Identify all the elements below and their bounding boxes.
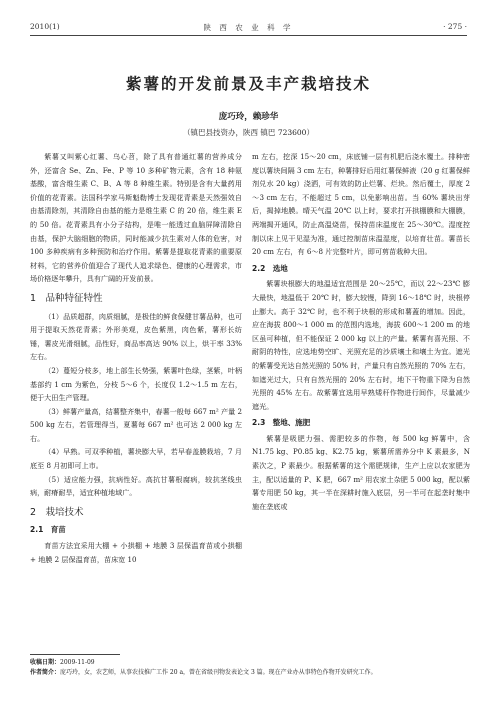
footnote [30, 658, 471, 678]
section-2-3-heading: 2.3 整地、施肥 [252, 418, 311, 428]
section-2-3-paragraph: 紫薯是吸肥力强、需肥较多的作物，每 500 kg 鲜薯中，含 N1.75 kg、P0.85 kg、K2.75 kg，紫薯所需养分中 K 素最多，N 素次之，P 素最少。根据紫薯的这个需肥规律，生产上应以农家肥为主，配以适量的 P、K 肥，667 m² 用农家土杂肥 5 000 kg，配以紫薯专用肥 50 kg，其一半在深耕时施入底层，另一半可在起垄时集中施在垄底或 [252, 433, 470, 511]
section-1-item-3: （3）鲜薯产量高，结薯整齐集中，春薯一般每 667 m² 产量 2 500 kg 左右，若管理得当，夏薯每 667 m² 也可达 2 000 kg 左右。 [30, 406, 242, 443]
section-2-1-heading: 2.1 育苗 [30, 525, 66, 535]
article-title: 紫薯的开发前景及丰产栽培技术 [125, 75, 371, 93]
section-2-1-continued: m 左右，挖深 15～20 cm，床底铺一层有机肥后浇水覆土。排种密度以薯块间隔 3 cm 左右，种薯排好后用红薯保鲜液（20 g 红薯保鲜剂兑水 20 kg）浇洒，可有效的防止烂薯、烂块。然后覆土，厚度 2～3 cm 左右，不能超过 5 cm，以免影响出苗。当 60% 薯块出芽后，揭掉地膜。晴天气温 20℃ 以上时，要求打开拱棚膜和大棚膜，两端揭开通风，防止高温烧苗，保持苗床温度在 25～30℃。湿度控制以床上见干见湿为准，通过控制苗床温湿度，以培育壮苗。薯苗长 20 cm 左右，有 6～8 片完整叶片，即可剪苗栽种大田。 [252, 152, 470, 257]
page-header [30, 22, 467, 36]
left-column [30, 150, 242, 566]
section-1-heading: 1 品种特征特性 [30, 292, 103, 304]
section-2-2-heading: 2.2 选地 [252, 263, 288, 273]
issue-number: 2010(1) [30, 22, 60, 31]
author-affiliation: （镇巴县技资办，陕西 镇巴 723600） [183, 128, 314, 137]
section-1-item-4: （4）早熟。可双季种植，薯块膨大早，若早春盖膜栽培，7 月底至 8 月初即可上市。 [30, 447, 242, 471]
section-1-item-5: （5）适应能力强，抗病性好。高抗甘薯根腐病，较抗茎线虫病，耐瘠耐旱，适宜种植地域广。 [30, 474, 242, 498]
footnote-divider [30, 654, 120, 655]
header-divider [30, 35, 467, 36]
section-2-heading: 2 栽培技术 [30, 506, 84, 518]
journal-name: 陕 西 农 业 科 学 [203, 23, 294, 32]
author-bio [30, 668, 471, 678]
intro-paragraph: 紫薯又叫紫心红薯、乌心苕，除了具有普通红薯的营养成分外，还富含 Se、Zn、Fe、P 等 10 多种矿物元素，含有 18 种氨基酸，富含维生素 C、B、A 等 8 种维生素。特别是含有大量药用价值的花青素。法国科学家马斯魁勒博士发现花青素是天然强效自由基清除剂，其清除自由基的能力是维生素 C 的 20 倍，维生素 E 的 50 倍。花青素具有小分子结构，是唯一能透过血脑屏障清除自由基，保护大脑细胞的物质，同时能减少抗生素对人体的危害，对 100 多种疾病有多种预防和治疗作用。紫薯是提取花青素的重要原材料，它的营养价值迎合了现代人追求绿色、健康的心理需求，市场价格逐年攀升，具有广阔的开发前景。 [30, 152, 242, 284]
received-date [30, 658, 471, 668]
article-authors: 庞巧玲，赖珍华 [218, 112, 279, 122]
received-label: 收稿日期： [30, 659, 61, 666]
author-bio-value: 庞巧玲，女，农艺师，从事农技推广工作 20 a，曾在省级刊物发表论文 3 篇。现在产业办从事特色作物开发研究工作。 [60, 669, 377, 676]
section-2-1-paragraph: 育苗方法宜采用大棚 + 小拱棚 + 地膜 3 层保温育苗或小拱棚 + 地膜 2 层保温育苗，苗床宽 10 [30, 541, 242, 564]
page-number: · 275 · [443, 22, 467, 31]
section-1-item-1: （1）品质超群，肉质细腻，是极佳的鲜食保健甘薯品种，也可用于提取天然花青素；外形美观，皮色紫黑，肉色紫，薯形长纺锤，薯皮光滑细腻，品性好，商品率高达 90% 以上，烘干率 33% 左右。 [30, 311, 242, 362]
right-column [252, 150, 470, 513]
received-value: 2009-11-09 [60, 659, 95, 666]
section-1-item-2: （2）蔓短分枝多，地上部生长势强，紫薯叶色绿，茎紫，叶柄基部约 1 cm 为紫色，分枝 5～6 个，长度仅 1.2～1.5 m 左右，便于大田生产管理。 [30, 365, 242, 403]
section-2-2-paragraph: 紫薯块根膨大的地温适宜范围是 20～25℃，而以 22～23℃ 膨大最快，地温低于 20℃ 时，膨大较慢，降到 16～18℃ 时，块根停止膨大。高于 32℃ 时，也不利于块根的形成和薯蓋的增加。因此，应在海拔 800～1 000 m 的范围内选地，海拔 600～1 200 m 的地区虽可种植，但不能保证 2 000 kg 以上的产量。紫薯有喜光照、不耐阴的特性，应选地势空旷、光照充足的沙质壤土和壤土为宜。遮光的紫薯受光达自然光照的 50% 时，产量只有自然光照的 70% 左右，如遮光过大，只有自然光照的 20% 左右时，地下干物重下降为自然光照的 45% 左右。故紫薯宜选用早熟矮秆作物进行间作，尽量减少遮光。 [252, 279, 470, 411]
author-bio-label: 作者简介： [30, 669, 61, 676]
